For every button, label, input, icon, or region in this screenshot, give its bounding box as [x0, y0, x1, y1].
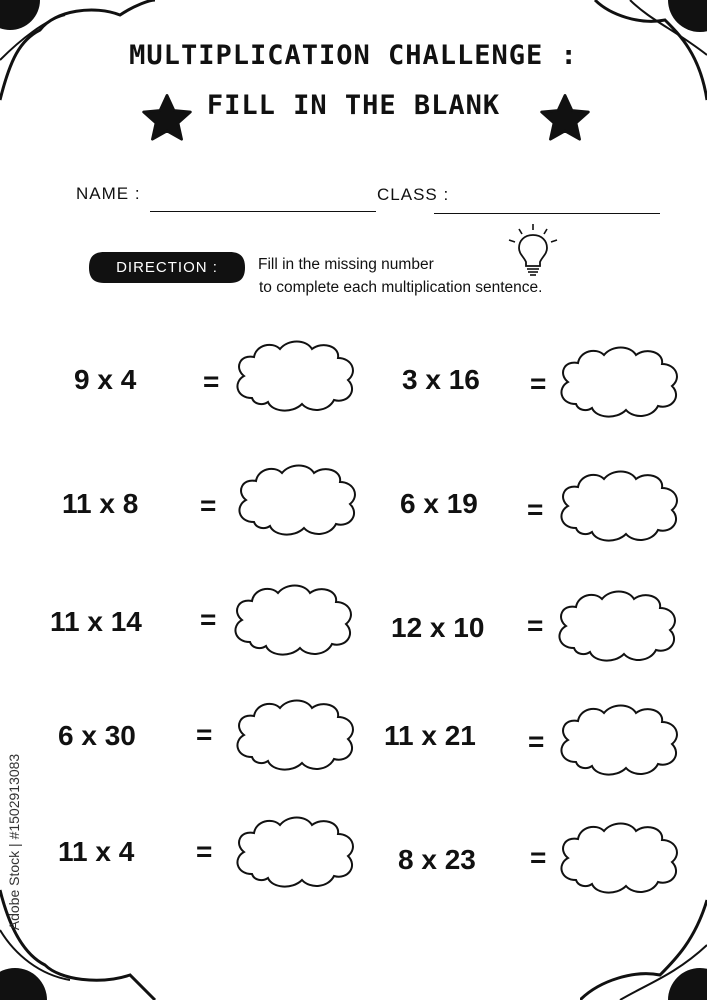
answer-cloud-left-4[interactable]	[230, 695, 360, 775]
equals-sign: =	[200, 604, 217, 635]
answer-cloud-right-4[interactable]	[554, 700, 684, 780]
problem-left-5: 11 x 4	[58, 836, 135, 867]
equals-sign: =	[200, 490, 217, 521]
equals-sign: =	[530, 842, 547, 873]
equals-sign: =	[203, 366, 220, 397]
star-icon	[140, 92, 194, 146]
problem-right-3: 12 x 10	[391, 612, 485, 643]
problem-left-4: 6 x 30	[58, 720, 136, 751]
direction-text	[258, 253, 658, 299]
stock-id-text: Adobe Stock | #1502913083	[6, 753, 22, 931]
equals-sign: =	[530, 368, 547, 399]
problem-left-1: 9 x 4	[74, 364, 137, 395]
stock-id-watermark	[3, 750, 25, 935]
direction-line-2: to complete each multiplication sentence.	[259, 279, 543, 296]
answer-cloud-left-3[interactable]	[228, 580, 358, 660]
equals-sign: =	[528, 726, 545, 757]
direction-badge	[88, 251, 246, 284]
answer-cloud-left-1[interactable]	[230, 336, 360, 416]
equals-sign: =	[196, 836, 213, 867]
problem-right-4: 11 x 21	[384, 720, 476, 751]
title-line-2: FILL IN THE BLANK	[206, 90, 501, 121]
class-label: CLASS :	[377, 185, 450, 204]
equals-sign: =	[527, 610, 544, 641]
title-line-1: MULTIPLICATION CHALLENGE :	[129, 40, 578, 71]
answer-cloud-left-2[interactable]	[232, 460, 362, 540]
equals-sign: =	[196, 719, 213, 750]
answer-cloud-right-1[interactable]	[554, 342, 684, 422]
name-field[interactable]	[150, 211, 376, 212]
answer-cloud-right-2[interactable]	[554, 466, 684, 546]
answer-cloud-left-5[interactable]	[230, 812, 360, 892]
problem-left-3: 11 x 14	[50, 606, 142, 637]
problem-right-1: 3 x 16	[402, 364, 480, 395]
equals-sign: =	[527, 494, 544, 525]
answer-cloud-right-5[interactable]	[554, 818, 684, 898]
problem-left-2: 11 x 8	[62, 488, 139, 519]
problem-right-2: 6 x 19	[400, 488, 478, 519]
corner-decoration-bottom-right	[580, 880, 707, 1000]
name-label: NAME :	[76, 184, 141, 203]
star-icon	[538, 92, 592, 146]
class-field[interactable]	[434, 213, 660, 214]
direction-line-1: Fill in the missing number	[258, 256, 434, 273]
answer-cloud-right-3[interactable]	[552, 586, 682, 666]
lightbulb-icon	[505, 222, 561, 280]
problem-right-5: 8 x 23	[398, 844, 476, 875]
direction-label: DIRECTION :	[116, 259, 218, 276]
